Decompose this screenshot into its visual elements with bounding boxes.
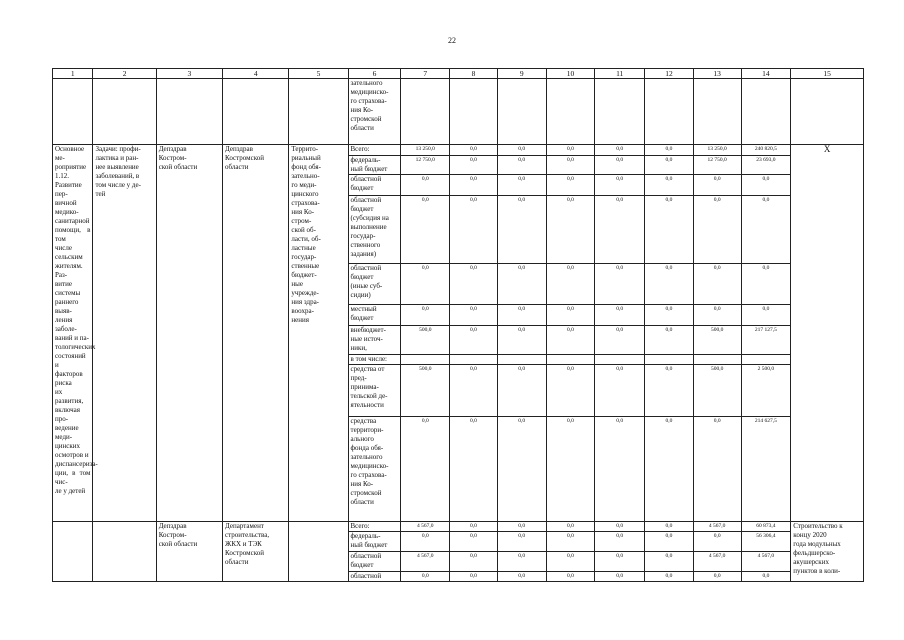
value-cell: 0,0 bbox=[497, 175, 546, 196]
value-cell: 0,0 bbox=[645, 325, 694, 354]
value-cell: 0,0 bbox=[546, 551, 595, 571]
value-cell: 0,0 bbox=[546, 532, 595, 552]
value-cell: 0,0 bbox=[450, 175, 498, 196]
value-cell: 0,0 bbox=[645, 175, 694, 196]
table-row bbox=[53, 522, 864, 532]
measure-name-cell: Основное ме- роприятие 1.12. Развитие пер- вичной медико- санитарной помощи, в том числе сельским жителям. Раз- витие системы раннего выяв- ления заболе- ваний и па- тологических состояний и факторов риска их развития, включая про- ведение меди- цинских осмотров и диспансериза- ции, в том чис- ле у детей bbox=[53, 145, 93, 522]
value-cell: 0,0 bbox=[450, 145, 498, 155]
empty-cell bbox=[289, 79, 348, 145]
value-cell: 0,0 bbox=[693, 571, 741, 581]
header-cell: 1 bbox=[53, 69, 93, 79]
value-cell: 0,0 bbox=[497, 532, 546, 552]
funding-source-cell: областной bbox=[348, 571, 401, 581]
funding-source-cell: областной бюджет bbox=[348, 175, 401, 196]
value-cell: 0,0 bbox=[595, 532, 645, 552]
value-cell: 500,0 bbox=[693, 325, 741, 354]
value-cell: 0,0 bbox=[546, 155, 595, 175]
value-cell: 12 750,0 bbox=[693, 155, 741, 175]
value-cell: 4 567,0 bbox=[741, 551, 791, 571]
value-cell: 0,0 bbox=[546, 325, 595, 354]
value-cell: 0,0 bbox=[401, 416, 450, 521]
header-row bbox=[53, 69, 864, 79]
value-cell: 0,0 bbox=[595, 522, 645, 532]
value-cell: 0,0 bbox=[497, 551, 546, 571]
value-cell: 217 127,5 bbox=[741, 325, 791, 354]
value-cell: 0,0 bbox=[595, 145, 645, 155]
table-body bbox=[53, 69, 864, 582]
value-cell: 0,0 bbox=[497, 305, 546, 326]
header-cell: 4 bbox=[223, 69, 289, 79]
empty-cell bbox=[693, 79, 741, 145]
value-cell: 0,0 bbox=[741, 175, 791, 196]
value-cell: 0,0 bbox=[645, 532, 694, 552]
empty-cell bbox=[791, 79, 864, 145]
empty-cell bbox=[93, 522, 156, 582]
value-cell: 0,0 bbox=[741, 264, 791, 305]
value-cell: 0,0 bbox=[497, 155, 546, 175]
value-cell: 13 250,0 bbox=[401, 145, 450, 155]
empty-cell bbox=[741, 79, 791, 145]
value-cell: 0,0 bbox=[401, 305, 450, 326]
header-cell: 3 bbox=[156, 69, 222, 79]
value-cell: 240 820,5 bbox=[741, 145, 791, 155]
empty-cell bbox=[645, 79, 694, 145]
value-cell: 4 567,0 bbox=[401, 551, 450, 571]
value-cell bbox=[693, 354, 741, 364]
value-cell: 0,0 bbox=[693, 305, 741, 326]
value-cell: 0,0 bbox=[497, 145, 546, 155]
value-cell: 0,0 bbox=[450, 365, 498, 417]
value-cell: 0,0 bbox=[450, 195, 498, 263]
value-cell: 2 500,0 bbox=[741, 365, 791, 417]
funding-source-cell: федераль- ный бюджет bbox=[348, 155, 401, 175]
header-cell: 8 bbox=[450, 69, 498, 79]
value-cell: 0,0 bbox=[546, 365, 595, 417]
empty-cell bbox=[93, 79, 156, 145]
value-cell: 4 567,0 bbox=[693, 551, 741, 571]
value-cell: 0,0 bbox=[401, 571, 450, 581]
funding-source-cell: областной бюджет (субсидия на выполнение государ- ственного задания) bbox=[348, 195, 401, 263]
value-cell: 0,0 bbox=[595, 365, 645, 417]
empty-cell bbox=[53, 522, 93, 582]
value-cell bbox=[497, 354, 546, 364]
funding-source-cell: федераль- ный бюджет bbox=[348, 532, 401, 552]
value-cell: 0,0 bbox=[546, 175, 595, 196]
value-cell: 0,0 bbox=[450, 264, 498, 305]
value-cell: 0,0 bbox=[401, 532, 450, 552]
value-cell: 0,0 bbox=[645, 365, 694, 417]
funding-source-cell: областной бюджет (иные суб- сидии) bbox=[348, 264, 401, 305]
source-cell: зательного медицинско- го страхова- ния Ко- стромской области bbox=[348, 79, 401, 145]
value-cell: 0,0 bbox=[595, 551, 645, 571]
executor-cell: Департамент строительства, ЖКХ и ТЭК Костромской области bbox=[223, 522, 289, 582]
empty-cell bbox=[289, 522, 348, 582]
empty-cell bbox=[497, 79, 546, 145]
empty-cell bbox=[595, 79, 645, 145]
value-cell: 0,0 bbox=[645, 145, 694, 155]
funding-source-cell: Всего: bbox=[348, 145, 401, 155]
value-cell: 0,0 bbox=[645, 305, 694, 326]
value-cell: 0,0 bbox=[595, 175, 645, 196]
header-cell: 11 bbox=[595, 69, 645, 79]
value-cell: 0,0 bbox=[595, 416, 645, 521]
value-cell: 0,0 bbox=[645, 571, 694, 581]
header-cell: 15 bbox=[791, 69, 864, 79]
empty-cell bbox=[53, 79, 93, 145]
value-cell: 0,0 bbox=[546, 571, 595, 581]
value-cell: 0,0 bbox=[741, 195, 791, 263]
value-cell: 0,0 bbox=[497, 416, 546, 521]
value-cell bbox=[645, 354, 694, 364]
value-cell: 0,0 bbox=[497, 195, 546, 263]
coordinator-cell: Депздрав Костром- ской области bbox=[156, 522, 222, 582]
value-cell: 0,0 bbox=[450, 532, 498, 552]
value-cell: 0,0 bbox=[450, 416, 498, 521]
executor-cell: Депздрав Костромской области bbox=[223, 145, 289, 522]
value-cell: 0,0 bbox=[595, 264, 645, 305]
value-cell: 0,0 bbox=[546, 522, 595, 532]
value-cell: 0,0 bbox=[741, 571, 791, 581]
value-cell: 0,0 bbox=[645, 155, 694, 175]
value-cell: 0,0 bbox=[595, 195, 645, 263]
task-cell: Задачи: профи- лактика и ран- нее выявление заболеваний, в том числе у де- тей bbox=[93, 145, 156, 522]
value-cell: 0,0 bbox=[546, 264, 595, 305]
value-cell bbox=[401, 354, 450, 364]
value-cell: 0,0 bbox=[450, 522, 498, 532]
value-cell: 4 567,0 bbox=[693, 522, 741, 532]
header-cell: 13 bbox=[693, 69, 741, 79]
value-cell: 0,0 bbox=[693, 532, 741, 552]
value-cell: 0,0 bbox=[497, 522, 546, 532]
value-cell bbox=[741, 354, 791, 364]
header-cell: 2 bbox=[93, 69, 156, 79]
funding-source-cell: средства от пред- принима- тельской де- ятельности bbox=[348, 365, 401, 417]
value-cell: 0,0 bbox=[645, 522, 694, 532]
funding-source-cell: средства территори- ального фонда обя- зательного медицинско- го страхова- ния Ко- стромской области bbox=[348, 416, 401, 521]
funding-source-cell: Всего: bbox=[348, 522, 401, 532]
value-cell: 0,0 bbox=[546, 416, 595, 521]
value-cell: 0,0 bbox=[595, 325, 645, 354]
result-cell: Х bbox=[791, 145, 864, 522]
value-cell: 0,0 bbox=[401, 195, 450, 263]
value-cell: 0,0 bbox=[645, 416, 694, 521]
value-cell: 12 750,0 bbox=[401, 155, 450, 175]
header-cell: 10 bbox=[546, 69, 595, 79]
empty-cell bbox=[450, 79, 498, 145]
funding-source-cell: областной бюджет bbox=[348, 551, 401, 571]
value-cell: 500,0 bbox=[693, 365, 741, 417]
empty-cell bbox=[156, 79, 222, 145]
continuation-row bbox=[53, 79, 864, 145]
empty-cell bbox=[223, 79, 289, 145]
value-cell: 13 250,0 bbox=[693, 145, 741, 155]
value-cell: 0,0 bbox=[645, 195, 694, 263]
value-cell: 0,0 bbox=[693, 195, 741, 263]
value-cell bbox=[546, 354, 595, 364]
empty-cell bbox=[401, 79, 450, 145]
value-cell bbox=[450, 354, 498, 364]
value-cell: 0,0 bbox=[693, 175, 741, 196]
coordinator-cell: Депздрав Костром- ской области bbox=[156, 145, 222, 522]
value-cell: 0,0 bbox=[401, 264, 450, 305]
value-cell: 0,0 bbox=[450, 305, 498, 326]
header-cell: 14 bbox=[741, 69, 791, 79]
header-cell: 6 bbox=[348, 69, 401, 79]
empty-cell bbox=[546, 79, 595, 145]
value-cell: 4 567,0 bbox=[401, 522, 450, 532]
header-cell: 9 bbox=[497, 69, 546, 79]
funding-source-cell: в том числе: bbox=[348, 354, 401, 364]
value-cell: 56 306,4 bbox=[741, 532, 791, 552]
funding-source-cell: местный бюджет bbox=[348, 305, 401, 326]
value-cell: 0,0 bbox=[693, 416, 741, 521]
value-cell: 0,0 bbox=[595, 155, 645, 175]
value-cell: 0,0 bbox=[645, 264, 694, 305]
value-cell: 0,0 bbox=[595, 305, 645, 326]
funding-source-cell: внебюджет- ные источ- ники, bbox=[348, 325, 401, 354]
header-cell: 7 bbox=[401, 69, 450, 79]
value-cell: 0,0 bbox=[741, 305, 791, 326]
value-cell: 0,0 bbox=[497, 365, 546, 417]
table-row bbox=[53, 145, 864, 155]
program-table bbox=[52, 68, 864, 582]
result-cell: Строительство к концу 2020 года модульных фельдшерско- акушерских пунктов в коли- bbox=[791, 522, 864, 582]
value-cell: 0,0 bbox=[450, 571, 498, 581]
header-cell: 5 bbox=[289, 69, 348, 79]
value-cell: 0,0 bbox=[450, 551, 498, 571]
value-cell: 23 693,0 bbox=[741, 155, 791, 175]
page-number: 22 bbox=[448, 36, 456, 45]
value-cell: 0,0 bbox=[497, 571, 546, 581]
value-cell: 0,0 bbox=[546, 195, 595, 263]
value-cell: 0,0 bbox=[450, 325, 498, 354]
value-cell: 214 627,5 bbox=[741, 416, 791, 521]
value-cell: 0,0 bbox=[401, 175, 450, 196]
value-cell: 0,0 bbox=[645, 551, 694, 571]
value-cell: 0,0 bbox=[497, 264, 546, 305]
value-cell: 0,0 bbox=[595, 571, 645, 581]
value-cell: 0,0 bbox=[450, 155, 498, 175]
value-cell: 500,0 bbox=[401, 365, 450, 417]
value-cell: 500,0 bbox=[401, 325, 450, 354]
participants-cell: Террито- риальный фонд обя- зательно- го меди- цинского страхова- ния Ко- стром- ской об- ласти, об- ластные государ- ственные бюджет- ные учрежде- ния здра- воохра- нения bbox=[289, 145, 348, 522]
value-cell: 0,0 bbox=[546, 305, 595, 326]
value-cell: 60 873,4 bbox=[741, 522, 791, 532]
value-cell: 0,0 bbox=[693, 264, 741, 305]
header-cell: 12 bbox=[645, 69, 694, 79]
value-cell: 0,0 bbox=[497, 325, 546, 354]
value-cell bbox=[595, 354, 645, 364]
value-cell: 0,0 bbox=[546, 145, 595, 155]
